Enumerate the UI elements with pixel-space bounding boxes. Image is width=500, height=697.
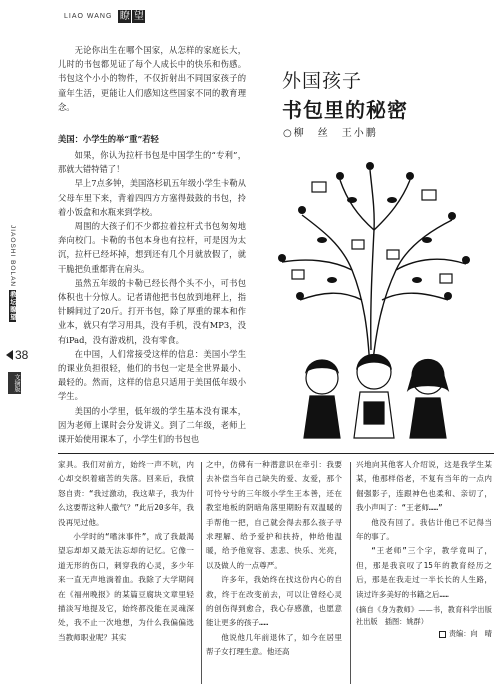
section-heading: 美国：小学生的举“重”若轻 <box>58 134 159 144</box>
body-paragraph: 虽然五年级的卡勒已经长得个头不小，可书包体积也十分惊人。记者请他把书包放到地秤上，指针瞬间过了20斤。打开书包，除了厚重的课本和作业本，就只有学习用具，没有手机，没有MP3，没有iPad，没有游戏机，没有零食。 <box>58 277 246 345</box>
column-divider <box>201 462 202 684</box>
bottom-column-1 <box>58 458 194 645</box>
magazine-name: LIAO WANG <box>64 13 113 20</box>
story-paragraph: 兴地向其他客人介绍说，这是我学生某某，他那样俗老，不复有当年的一点内倔强影子，连跟神色也柔和、亲切了，我小声叫了：“王老师……” <box>356 460 492 513</box>
badge-char-2: 望 <box>133 11 144 22</box>
article-body <box>58 148 246 446</box>
square-icon <box>439 631 446 638</box>
reference-note <box>356 604 492 640</box>
article-title-line1: 外国孩子 <box>282 70 363 92</box>
body-paragraph: 在中国，人们常接受这样的信息：美国小学生的课业负担很轻，他们的书包一定是全世界最小、最轻的。然而，这样的信息只适用于美国低年级小学生。 <box>58 348 246 402</box>
editor-credit: 责编：向 晴 <box>356 628 492 640</box>
sidebar-section: 教坛瞭望 <box>9 290 16 321</box>
story-paragraph: “王老师”三个字，教学竟叫了，但，那是我哀叹了15年的教育经历之后，那是在我走过一半长长的人生路，读过许多美好的书籍之后…… <box>356 546 492 599</box>
badge-char-1: 瞭 <box>119 11 130 22</box>
story-paragraph: 家具。我们对前方，始终一声不吭，内心却交织着痛苦的失落。回来后，我愤怒自责：“我过激动，我这辈子，我为什么这要帮这种人撒气？”此后20多年，我没再见过他。 <box>58 460 194 527</box>
triangle-icon <box>6 350 13 360</box>
body-paragraph: 美国的小学里，低年级的学生基本没有课本，因为老师上课时会分发讲义。到了二年级，老师上课开始使用课本了，小学生们的书包也 <box>58 405 246 445</box>
bottom-column-2 <box>206 458 342 660</box>
source-citation: (摘自《身为教师》——书，教育科学出版社出版 插图：姚群） <box>356 605 492 627</box>
story-paragraph: 他没有回了。我估计他已不记得当年的事了。 <box>356 517 492 542</box>
intro-paragraph: 无论你出生在哪个国家，从怎样的家庭长大，儿时的书包都见证了每个人成长中的快乐和伤感。书包这个小小的物件，不仅折射出不同国家孩子的童年生活，更能让人们感知这些国家不同的教育理念。 <box>58 45 246 112</box>
body-paragraph: 早上7点多钟，美国洛杉矶五年级小学生卡勒从父母车里下来，背着四四方方塞得鼓鼓的书包，拎着小饭盒和水瓶来到学校。 <box>58 178 246 217</box>
bottom-column-3 <box>356 458 492 640</box>
story-paragraph: 许多年，我始终在找这份内心的自救，终于在改变前去，可以让曾经心灵的创伤得到愈合，我心存感激，也愿意能让更多的孩子…… <box>206 575 342 628</box>
article-author: ○柳 丝 王小鹏 <box>283 128 378 139</box>
magazine-header <box>64 10 145 23</box>
story-paragraph: 他说他几年前退休了，如今在居里帮子女打理生意。他还高 <box>206 632 342 657</box>
edition-stamp: 文摘版 <box>8 372 21 394</box>
sidebar-label: JIAOSHI BOLAN <box>9 225 16 288</box>
tree-children-illustration <box>252 140 494 440</box>
sidebar-column-label <box>8 225 22 322</box>
page-number: 38 <box>6 348 28 362</box>
body-paragraph: 周围的大孩子们不少都拉着拉杆式书包匆匆地奔向校门。卡勒的书包本身也有拉杆，可是因为太沉，拉杆已经坏掉，想到还有几个月就放假了，就干脆把负重都背在肩头。 <box>58 221 246 274</box>
story-paragraph: 小学时的“嗜沫事件”，成了我最渴望忘却却又最无法忘却的记忆。它像一道无形的伤口，刺穿我的心灵，多少年来一直无声地淌着血。我除了大学期间在《福州晚报》的某篇豆腐块文章里轻描淡写地提及它，始终都没能在灵魂深处，我不止一次地想，为什么我偏偏选当教师职业呢？其实 <box>58 532 194 642</box>
body-paragraph: 如果，你认为拉杆书包是中国学生的“专利”，那就大错特错了！ <box>58 150 246 175</box>
story-paragraph: 之中，仿佛有一种潜意识在牵引：我要去补偿当年自己缺失的爱、友爱，那个可怜兮兮的三年级小学生王本善，还在教室地板的阴暗角落里期盼有双温暖的手帮他一把，自己就会得去那么孩子寻求理解、给予爱护和扶持，伸给他温暖，给予他宽容、悲悲、快乐、光亮，以及做人的一点尊严。 <box>206 460 342 570</box>
column-divider <box>350 462 351 684</box>
article-title-line2: 书包里的秘密 <box>282 98 408 122</box>
section-divider <box>58 453 494 454</box>
magazine-badge <box>118 10 145 23</box>
